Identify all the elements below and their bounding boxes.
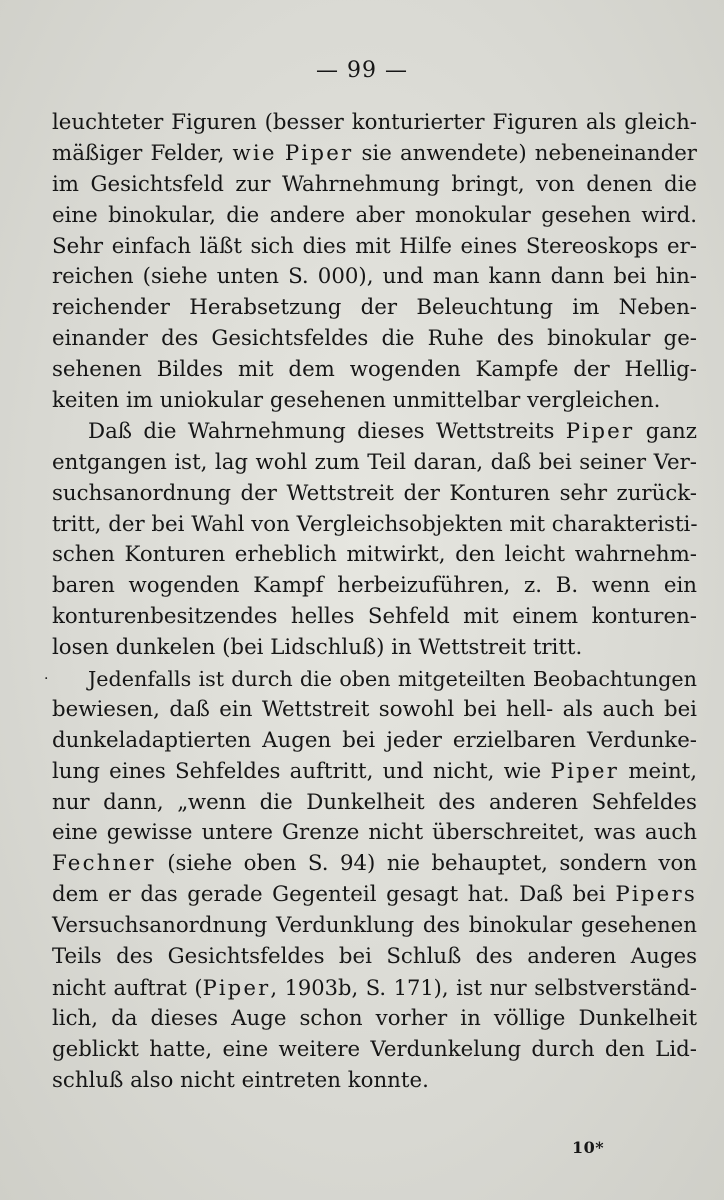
- margin-mark: ·: [44, 671, 49, 688]
- text-line: [52, 880, 697, 911]
- text-segment: eine binokular, die andere aber monokular gesehen wird.: [52, 202, 697, 228]
- spaced-name: Pipers: [615, 882, 697, 908]
- spaced-name: Piper: [284, 140, 354, 166]
- text-segment: entgangen ist, lag wohl zum Teil daran, daß bei seiner Ver-: [52, 449, 697, 475]
- text-segment: geblickt hatte, eine weitere Verdunkelung durch den Lid-: [52, 1036, 697, 1062]
- text-segment: leuchteter Figuren (besser konturierter Figuren als gleich-: [52, 110, 697, 135]
- text-segment: sehenen Bildes mit dem wogenden Kampfe der Hellig-: [52, 357, 697, 383]
- text-line: [52, 757, 697, 788]
- page-number-header: — 99 —: [316, 58, 408, 83]
- printer-signature-mark: 10*: [572, 1138, 605, 1157]
- text-line: [52, 1004, 697, 1035]
- text-line: [52, 942, 697, 973]
- text-segment: Jedenfalls ist durch die oben mitgeteilten Beobachtungen: [88, 667, 697, 692]
- text-segment: lung eines Sehfeldes auftritt, und nicht, wie: [52, 758, 551, 784]
- text-line: [52, 633, 697, 664]
- text-segment: tritt, der bei Wahl von Vergleichsobjekten mit charakteristi-: [52, 511, 698, 537]
- text-segment: bewiesen, daß ein Wettstreit sowohl bei hell- als auch bei: [52, 696, 697, 722]
- text-segment: Daß die Wahrnehmung dieses Wettstreits: [88, 418, 566, 444]
- text-segment: ganz: [634, 418, 697, 444]
- text-segment: eine gewisse untere Grenze nicht überschreitet, was auch: [52, 820, 697, 846]
- text-segment: konturenbesitzendes helles Sehfeld mit einem konturen-: [52, 604, 697, 630]
- text-segment: nicht auftrat (: [52, 975, 203, 1000]
- text-segment: dem er das gerade Gegenteil gesagt hat. Daß bei: [52, 882, 616, 908]
- text-line: [52, 726, 697, 757]
- text-line: [52, 324, 697, 355]
- spaced-name: Fechner: [52, 851, 156, 877]
- text-segment: meint,: [619, 758, 697, 784]
- text-line: [52, 911, 697, 942]
- text-segment: suchsanordnung der Wettstreit der Konturen sehr zurück-: [52, 480, 697, 506]
- text-line: [52, 139, 697, 170]
- text-segment: [277, 141, 285, 166]
- text-line: [52, 849, 697, 880]
- text-segment: reichen (siehe unten S. 000), und man kann dann bei hin-: [52, 264, 697, 290]
- text-line: [52, 108, 697, 139]
- text-segment: mäßiger Felder,: [52, 140, 233, 166]
- text-line: [44, 664, 697, 695]
- text-segment: , 1903b, S. 171), ist nur selbstverständ-: [270, 975, 697, 1000]
- text-line: [52, 695, 697, 726]
- text-segment: schen Konturen erheblich mitwirkt, den leicht wahrnehm-: [52, 542, 697, 568]
- text-line: [52, 973, 697, 1004]
- text-line: [52, 1035, 697, 1066]
- text-line: [52, 540, 697, 571]
- text-segment: keiten im uniokular gesehenen unmittelbar vergleichen.: [52, 388, 661, 414]
- spaced-name: Piper: [550, 758, 620, 784]
- text-line: [52, 510, 697, 541]
- text-line: [52, 262, 697, 293]
- text-line: [52, 448, 697, 479]
- text-line: [52, 417, 697, 448]
- text-segment: dunkeladaptierten Augen bei jeder erzielbaren Verdunke-: [52, 727, 697, 753]
- text-line: [52, 1066, 697, 1097]
- text-segment: Versuchsanordnung Verdunklung des binokular gesehenen: [52, 913, 697, 939]
- text-line: [52, 818, 697, 849]
- text-segment: sie anwendete) nebeneinander: [353, 140, 697, 166]
- spaced-name: wie: [232, 140, 277, 166]
- text-segment: nur dann, „wenn die Dunkelheit des anderen Sehfeldes: [52, 789, 697, 815]
- text-line: [52, 170, 697, 201]
- text-segment: baren wogenden Kampf herbeizuführen, z. B. wenn ein: [52, 573, 697, 599]
- text-segment: Sehr einfach läßt sich dies mit Hilfe eines Stereoskops er-: [52, 233, 697, 259]
- text-line: [52, 602, 697, 633]
- text-line: [52, 386, 697, 417]
- text-segment: reichender Herabsetzung der Beleuchtung im Neben-: [52, 295, 697, 321]
- spaced-name: Piper: [202, 975, 271, 1000]
- text-line: [52, 232, 697, 263]
- text-line: [52, 293, 697, 324]
- text-line: [52, 355, 697, 386]
- text-segment: losen dunkelen (bei Lidschluß) in Wettstreit tritt.: [52, 635, 583, 661]
- text-line: [52, 479, 697, 510]
- text-line: [52, 788, 697, 819]
- text-segment: einander des Gesichtsfeldes die Ruhe des binokular ge-: [52, 326, 697, 352]
- text-line: [52, 201, 697, 232]
- text-segment: schluß also nicht eintreten konnte.: [52, 1067, 429, 1093]
- text-segment: lich, da dieses Auge schon vorher in völlige Dunkelheit: [52, 1005, 697, 1031]
- spaced-name: Piper: [565, 418, 635, 444]
- text-segment: im Gesichtsfeld zur Wahrnehmung bringt, von denen die: [52, 171, 697, 197]
- text-segment: Teils des Gesichtsfeldes bei Schluß des anderen Auges: [52, 944, 697, 970]
- text-segment: (siehe oben S. 94) nie behauptet, sondern von: [155, 851, 697, 877]
- body-text: [44, 108, 698, 1097]
- text-line: [52, 571, 697, 602]
